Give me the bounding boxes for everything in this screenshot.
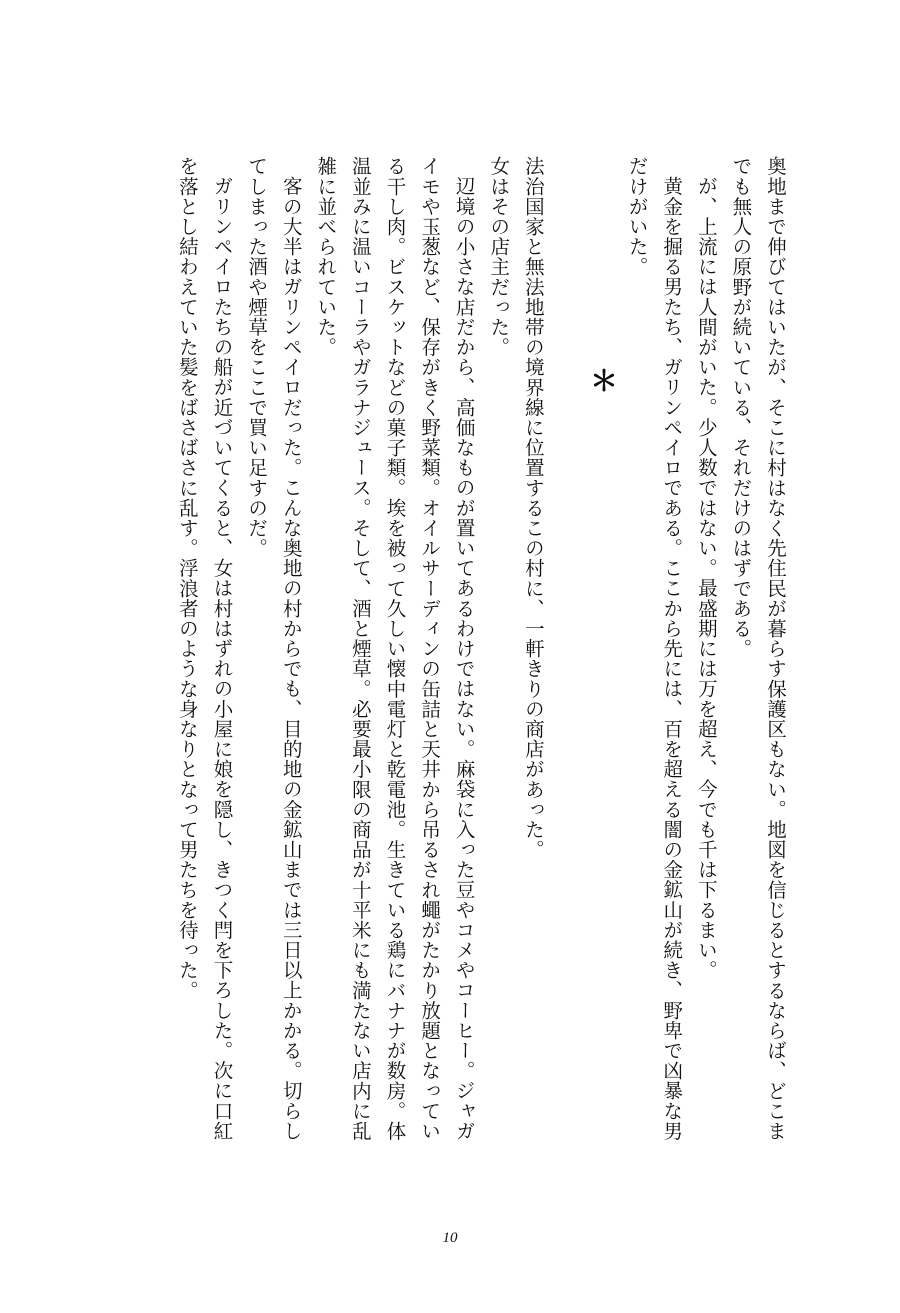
page-number: 10 xyxy=(442,1230,458,1246)
paragraph-6: 辺境の小さな店だから、高価なものが置いてあるわけではない。麻袋に入った豆やコメやコーヒー。ジャガイモや玉葱など、保存がきく野菜類。オイルサーディンの缶詰と天井から吊るされ蠅がたかり放題となっている干し肉。ビスケットなどの菓子類。埃を被って久しい懐中電灯と乾電池。生きている鶏にバナナが数房。体温並みに温いコーラやガラナジュース。そして、酒と煙草。必要最小限の商品が十平米にも満たない店内に乱雑に並べられていた。 xyxy=(314,156,476,1141)
vertical-text-body xyxy=(169,156,792,1156)
paragraph-2: が、上流には人間がいた。少人数ではない。最盛期には万を超え、今でも千は下るまい。 xyxy=(694,175,718,980)
asterisk-glyph: ＊ xyxy=(586,366,620,395)
paragraph-3: 黄金を掘る男たち、ガリンペイロである。ここから先には、百を超える闇の金鉱山が続き、野卑で凶暴な男だけがいた。 xyxy=(625,156,684,1141)
paragraph-7: 客の大半はガリンペイロだった。こんな奥地の村からでも、目的地の金鉱山までは三日以上かかる。切らしてしまった酒や煙草をここで買い足すのだ。 xyxy=(245,156,303,1141)
paragraph-4: 法治国家と無法地帯の境界線に位置するこの村に、一軒きりの商店があった。 xyxy=(521,156,545,860)
paragraph-5: 女はその店主だった。 xyxy=(487,156,511,357)
paragraph-8: ガリンペイロたちの船が近づいてくると、女は村はずれの小屋に娘を隠し、きつく閂を下ろした。次に口紅を落とし結わえていた髪をばさばさに乱す。浮浪者のような身なりとなって男たちを待った。 xyxy=(175,156,234,1141)
paragraph-1: 奥地まで伸びてはいたが、そこに村はなく先住民が暮らす保護区もない。地図を信じるとするならば、どこまでも無人の原野が続いている、それだけのはずである。 xyxy=(729,156,787,1141)
section-separator xyxy=(550,156,619,1156)
